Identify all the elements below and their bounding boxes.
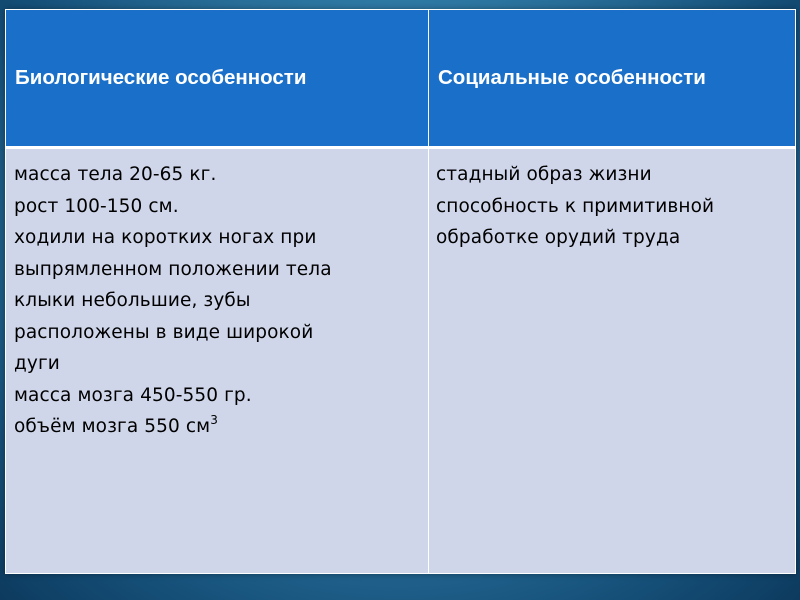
brain-volume-superscript: 3 xyxy=(210,413,218,427)
table-row xyxy=(6,148,796,574)
herd-lifestyle-text: стадный образ жизни xyxy=(436,164,652,185)
body-mass-text: масса тела 20-65 кг. xyxy=(14,164,217,185)
tool-ability-text-line1: способность к примитивной xyxy=(436,195,715,217)
teeth-text-line3: дуги xyxy=(14,353,60,374)
header-social: Социальные особенности xyxy=(429,10,796,148)
tool-ability-text-line2: обработке орудий труда xyxy=(436,227,681,248)
teeth-text-line2: расположены в виде широкой xyxy=(14,321,314,343)
biological-features-cell xyxy=(6,148,429,574)
brain-volume-line xyxy=(14,411,422,443)
brain-volume-text: объём мозга 550 см xyxy=(14,416,211,437)
teeth-text-line1: клыки небольшие, зубы xyxy=(14,290,251,311)
social-features-cell xyxy=(429,148,796,574)
gait-text-line1: ходили на коротких ногах при xyxy=(14,227,317,248)
brain-mass-text: масса мозга 450-550 гр. xyxy=(14,384,252,406)
height-text: рост 100-150 см. xyxy=(14,195,179,217)
features-table xyxy=(5,9,796,574)
table-header-row xyxy=(6,10,796,148)
gait-text-line2: выпрямленном положении тела xyxy=(14,258,332,280)
header-biological: Биологические особенности xyxy=(6,10,429,148)
